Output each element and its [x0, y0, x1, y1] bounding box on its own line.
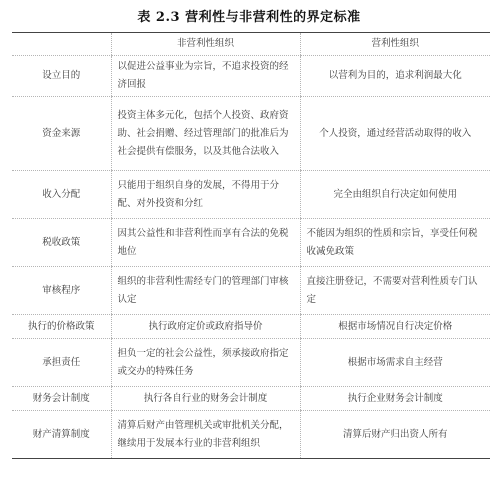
row-label: 资金来源: [12, 97, 111, 171]
header-profit: 营利性组织: [300, 33, 490, 56]
nonprofit-cell: 担负一定的社会公益性，须承接政府指定或交办的特殊任务: [111, 339, 300, 387]
row-label: 收入分配: [12, 171, 111, 219]
criteria-table: [12, 32, 490, 459]
nonprofit-cell: 投资主体多元化，包括个人投资、政府资助、社会捐赠、经过管理部门的批准后为社会提供有偿服务，以及其他合法收入: [111, 97, 300, 171]
row-label: 审核程序: [12, 267, 111, 315]
profit-cell: 根据市场需求自主经营: [300, 339, 490, 387]
profit-cell: 不能因为组织的性质和宗旨，享受任何税收减免政策: [300, 219, 490, 267]
nonprofit-cell: 因其公益性和非营利性而享有合法的免税地位: [111, 219, 300, 267]
table-row: [12, 97, 490, 171]
row-label: 执行的价格政策: [12, 315, 111, 339]
row-label: 承担责任: [12, 339, 111, 387]
table-row: [12, 171, 490, 219]
row-label: 税收政策: [12, 219, 111, 267]
nonprofit-cell: 组织的非营利性需经专门的管理部门审核认定: [111, 267, 300, 315]
header-empty-cell: [12, 33, 111, 56]
row-label: 财务会计制度: [12, 387, 111, 411]
table-row: [12, 411, 490, 459]
table-row: [12, 219, 490, 267]
table-header-row: [12, 33, 490, 56]
profit-cell: 以营利为目的，追求利润最大化: [300, 56, 490, 97]
table-row: [12, 267, 490, 315]
table-row: [12, 387, 490, 411]
nonprofit-cell: 只能用于组织自身的发展，不得用于分配、对外投资和分红: [111, 171, 300, 219]
profit-cell: 个人投资，通过经营活动取得的收入: [300, 97, 490, 171]
table-caption: 表 2.3 营利性与非营利性的界定标准: [137, 10, 361, 25]
nonprofit-cell: 执行政府定价或政府指导价: [111, 315, 300, 339]
nonprofit-cell: 以促进公益事业为宗旨，不追求投资的经济回报: [111, 56, 300, 97]
header-nonprofit: 非营利性组织: [111, 33, 300, 56]
table-row: [12, 315, 490, 339]
nonprofit-cell: 清算后财产由管理机关或审批机关分配，继续用于发展本行业的非营利组织: [111, 411, 300, 459]
profit-cell: 清算后财产归出资人所有: [300, 411, 490, 459]
row-label: 设立目的: [12, 56, 111, 97]
profit-cell: 直接注册登记，不需要对营利性质专门认定: [300, 267, 490, 315]
table-row: [12, 339, 490, 387]
nonprofit-cell: 执行各自行业的财务会计制度: [111, 387, 300, 411]
table-row: [12, 56, 490, 97]
profit-cell: 根据市场情况自行决定价格: [300, 315, 490, 339]
row-label: 财产清算制度: [12, 411, 111, 459]
profit-cell: 执行企业财务会计制度: [300, 387, 490, 411]
profit-cell: 完全由组织自行决定如何使用: [300, 171, 490, 219]
